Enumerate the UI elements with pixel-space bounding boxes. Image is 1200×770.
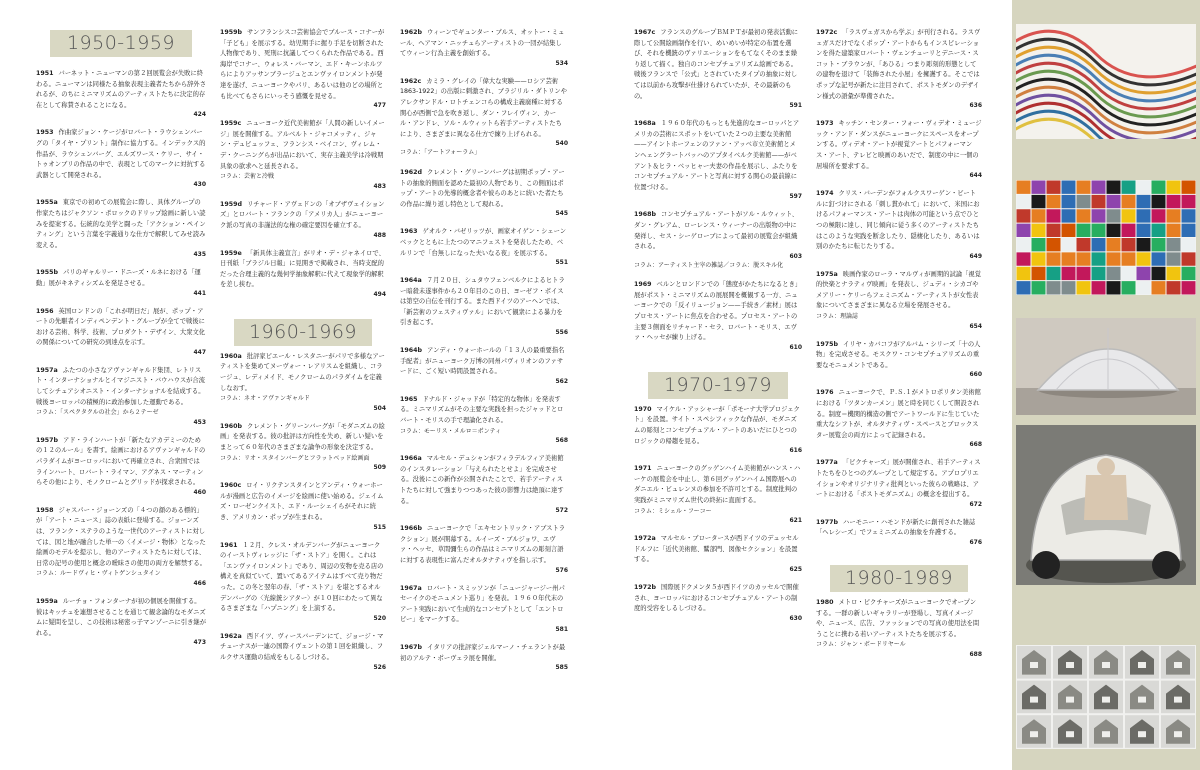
decade-header-1950: 1950-1959 [50, 30, 192, 57]
entry-1959e: 1959e 「新具体主義宣言」がリオ・デ・ジャネイロで、日刊紙「ブラジル日報」に見開きで掲載され、当時支配的だった合理主義的な幾何学抽象解釈に代えて現象学的解釈を差し挟む。 494 [220, 249, 386, 298]
entry-1964b: 1964b アンディ・ウォーホールの「１３人の最重要指名手配者」がニューヨーク万博の同州パヴィリオンのファサードに、ごく短い時間設置される。 562 [400, 347, 568, 385]
entry-1969: 1969 ベルンとロンドンでの「態度がかたちになるとき」展がポスト・ミニマリズムの展展開を概観する一方、ニューヨークでの「反イリュージョン——手続き／素材」展はプロセス・アートに焦点を合わせる。プロセス・アートの主要３側面をリチャード・セラ、ロバート・モリス、エヴァ・ヘッセが練り上げる。 610 [634, 281, 802, 351]
entry-1959d: 1959d リチャード・アヴェドンの「オブザヴェイションズ」とロバート・フランクの「アメリカ人」がニューヨーク派の写真の非謹法的な権の確定要因を確立する。 488 [220, 200, 386, 239]
entry-1963: 1963 ゲオルク・バゼリッツが、画家オイゲン・シェーンベックとともに上たつのマニフェストを発表したため、ベルリンで「台無しになった夫いなる夜」を展示する。 551 [400, 228, 568, 267]
entry-1961: 1961 １２月、クレス・オルデンバーグがニューヨークのイーストヴィレッジに「ザ・ストア」を開く。これは「エンヴァイロンメント」であり、周辺の安物を売る店の構えを真似ていて、置いてあるアイテムはすべて売り物だった。この冬と翌年の春、「ザ・ストア」を堪とするオルデンバーグの〈光線銃シアター〉が１０回にわたって異なるさまざまな「ハプニング」を上演する。 520 [220, 541, 386, 622]
entry-1980: 1980 メトロ・ピクチャーズがニューヨークでオープンする。一群の新しいギャラリーが登場し、写真イメージや、ニュース、広告、ファッションでの写真の使用法を問うことに携わる若いアーティストたちを展示する。 コラム：ジャン・ボードリヤール 688 [816, 598, 982, 658]
entry-1960a: 1960a 批評家ピエール・レスタニーがパリで多様なアーティストを集めてヌーヴォー・レアリスムを組織し、コラージュ、レディメイド、モノクロームのパラダイムを定義しなおす。 コラム：ネオ・アヴァンギャルド 504 [220, 352, 386, 412]
performance-car-photo [1016, 425, 1196, 585]
entry-1972c: 1972c 「ラスヴェガスから学ぶ」が刊行される。ラスヴェガスだけでなくポップ・アートからもインスピレーションを得た建築家ロバート・ヴェンチューリとデニース・スコット・ブラウンが、「あひる」つまり彫刻的形態としての建物を退けて「装飾された小屋」を擁護する。そこではポップな記号が新たに注目されて、ポストモダンのデザイン様式の語彙が準備された。 636 [816, 29, 982, 110]
house-photo-grid [1016, 645, 1196, 749]
dome-installation-photo [1016, 318, 1196, 415]
entry-1965: 1965 ドナルド・ジャッドが「特定的な物体」を発表する。ミニマリズムがその主要な実践を担ったジャッドとロバート・モリスの手で理論化される。 コラム：モーリス・メルロ＝ポンティ 568 [400, 395, 568, 445]
column-2 [220, 0, 386, 681]
entry-1975a: 1975a 映画作家のローラ・マルヴィが画期的試論「視覚的快楽とナラティヴ映画」を発表し、ジュディ・シカゴやメアリー・ケリーらフェミニズム・アーティストが女性表象についてさまざまに異なる立場を発展させる。 コラム：理論誌 654 [816, 270, 982, 330]
entry-1972a: 1972a マルセル・ブロータースが西ドイツのデュッセルドルフに「近代美術館、鷲部門、図像セクション」を設置する。 625 [634, 535, 802, 573]
entry-1962c: 1962c カミラ・グレイの「偉大な実験——ロシア芸術 1863-1922」の出版に刺激され、ブラジリル・ダトリンやアレクサンドル・ロトチェンコらの構成主義廣種に対する関心が西側で急を吹き返し、ダン・フレイヴィン、カール・アンドレ、ソル・ルウィットら若手アーティストたちにより、さまざまに異なる仕方で練り上げられる。 540 コラム：「アートフォーラム」 [400, 77, 568, 157]
entry-1960c: 1960c ロイ・リクテンスタインとアンディ・ウォーホールが漫画と広告のイメージを絵画に使い始める。ジェイムズ・ローゼンクイスト、エド・ルーシェイらがそれに続き、アメリカン・ポップが生まれる。 515 [220, 482, 386, 531]
entry-1977b: 1977b ハーモニー・ハモンドが新たに創刊された雑誌「ヘレシーズ」でフェミニズムの抽象を弁護する。 676 [816, 518, 982, 546]
entry-1960b: 1960b クレメント・グリーンバーグが「モダニズムの絵画」を発表する。彼の批評は方向性を失め、新しい疑いをまとって６０年代のさまざまな論争の形象を決定する。 コラム：リオ・スタインバーグとフラットベッド絵画面 509 [220, 422, 386, 472]
decade-header-1970: 1970-1979 [648, 372, 788, 399]
entry-1973: 1973 キッチン・センター・フォー・ヴィデオ・ミュージック・アンド・ダンスがニューヨークにスペースをオープンする。ヴィデオ・アートが視覚アートとパフォーマンス・アート、テレビと映画のあいだで、制度の中に一個の居場所を要求する。 644 [816, 120, 982, 180]
entry-1977a: 1977a 「ピクチャーズ」展が開催され、若手アーティストたちをひとつのグループとして規定する。アプロプリエイションやオリジナリティ批判といった彼らの戦略は、アートにおける「ポストモダニズム」の概念を提出する。 672 [816, 459, 982, 508]
column-1 [36, 0, 206, 656]
entry-1967c: 1967c フランスのグループＢＭＰＴが最初の発表活動に際して公開絵画制作を行い、めいめいが特定の布置を選び、それを機銃のヴァリエーションをもてなくそのまま繰り返して描く。独自のコンセプチュアリズム絵画である。戦後フランスで「公式」とされていたタイプの抽象に対しては以前から攻撃が仕掛けられていたが、その最新のもの。 591 [634, 29, 802, 110]
entry-1962a: 1962a 西ドイツ、ヴィースバーデンにて、ジョージ・マチューナスが一連の国際イヴェントの第１回を組織し、フルクサス運動の結成をもしるしづける。 526 [220, 632, 386, 671]
entry-1959c: 1959c ニューヨーク近代美術館が「人間の新しいイメージ」展を開催する。アルベルト・ジャコメッティ、ジャン・デュビュッフェ、フランシス・ベイコン、ヴィレム・デ・クーニングらが出品において、実存主義美学は冷戦期具象の欲求へと延長される。 コラム：芸術と冷戦 483 [220, 120, 386, 190]
entry-1972b: 1972b 国際展ドクメンタ５が西ドイツのカッセルで開催され、ヨーロッパにおけるコンセプチュアル・アートの制度的受容をしるしづける。 630 [634, 583, 802, 622]
entry-1955a: 1955a 東京での初めての展覧会に際し、具体グループの作家たちはジャクソン・ポロックのドリップ絵画に新しい読みを提案する。伝統的な美学と闘った「アクション・ペインティング」という言葉を字義通りな仕方で解釈してみせ読み変える。 435 [36, 199, 206, 259]
entry-1968a: 1968a １９６０年代のもっとも先進的なヨーロッパとアメリカの芸術にスポットをいていた２つの主要な美術館——アイントホーフェンのファン・アッベ市立美術館とメンヘェングラートバッハのアプタイベルク美術館——がベアント＆ヒラ・ベッヒャー夫妻の作品を展示し、ふたりをコンセプチュアル・アートと写真に対する関心の最前線に位置づける。 597 [634, 120, 802, 201]
column-3 [400, 0, 568, 681]
entry-1966b: 1966b ニューヨークで「エキセントリック・アブストラクション」展が開幕する。ルイーズ・ブルジョワ、エヴァ・ヘッセ、草間彌生らの作品はミニマリズムの彫刻言語に対する表現性に富んだオルタナティヴを指し示す。 576 [400, 525, 568, 574]
entry-1959b: 1959b サンフランシスコ芸術協会でブルース・コナーが「子ども」を展示する。幼児期手に握り手足を切断された人物像であり、死刑に抗議してつくられた作品である。西海岸でコナー、ウォレス・バーマン、エド・キーンホルツらによりアッサンブラージュとエンヴァイロンメントが発達を遂げ、ニューヨークやパリ、あるいは他のどの場所とも比べてもさらにいっそう感慨を見せる。 477 [220, 29, 386, 110]
entry-1971: 1971 ニューヨークのグッゲンハイム美術館がハンス・ハーケの展覧会を中止し、第６回グッゲンハイム国際展へのダニエル・ビュレンヌの参加を不許可とする。制度批判の実践がミニマリズム世代の終拓に直面する。 コラム：ミシェル・フーコー 621 [634, 465, 802, 525]
entry-1964a: 1964a ７月２０日、シュタウフェンベルクによるヒトラー暗殺未遂事件から２０年目のこの日、ヨーゼフ・ボイスは第空の自伝を刊行する。また西ドイツのアーヘンでは、「新芸術のフェスティヴァル」において観衆による暴力を引き起こす。 556 [400, 277, 568, 337]
entry-1974: 1974 クリス・バーデンがフォルクスワーゲン・ビートルに釘づけにされる「刺し貫かれて」において、米国におけるパフォーマンス・アートは肉体の可能という点でひとつの極限に達し、同じ傾向に従う多くのアーティストたちはこのような実践を断念したり、隠棲化したり、あるいは別のかたちに転じたりする。 649 [816, 190, 982, 260]
column-5 [816, 0, 982, 668]
entry-1962d: 1962d クレメント・グリーンバーグは初期ポップ・アートの抽象的側面を認めた最初の人物であり、この側面はポップ・アートの先導的概念者や彼らのあとに続いた者たちの作品に繰り返し特色として現れる。 545 [400, 168, 568, 218]
entry-1975b: 1975b イリヤ・カバコフがアルバム・シリーズ「十の人物」を完成させる。モスクワ・コンセプチュアリズムの重要なモニュメントである。 660 [816, 340, 982, 379]
entry-1976: 1976 ニューヨークで、Ｐ.Ｓ.１がメトロポリタン美術館における「ツタンカーメン」展と時を同じくして開設される。制度＝機関的構造の側でアートワールドに生じていた重大なシフトが、オルタナティヴ・スペースとブロックスター展覧会の両方によって記録される。 668 [816, 389, 982, 449]
entry-1968b: 1968b コンセプチュアル・アートがソル・ルウィット、ダン・グレアム、ローレンス・ウィーナーの出版物の中に発祥し、セス・シーゲローブによって最初の展覧会が組織される。 603 コラム：アーティスト主宰の雑誌／コラム：脱スキル化 [634, 211, 802, 269]
entry-1967a: 1967a ロバート・スミッソンが「ニュージャージー州パセーイクのモニュメント巡り」を発表。１９６０年代末のアート実践において生成的なコンセプトとして「エントロピー」をマークする。 581 [400, 584, 568, 633]
column-4 [634, 0, 802, 632]
entry-1955b: 1955b パリのギャルリー・ドニーズ・ルネにおける「運動」展がキネティシズムを発足させる。 441 [36, 269, 206, 297]
entry-1953: 1953 作曲家ジョン・ケージがロバート・ラウシェンバーグの「タイヤ・プリント」制作に協力する。インデックス的作品が、ラウシェンバーグ、エルズワース・ケリー、サイ・トゥオンブリの作品の中で、表現としてのマークに対抗する武器として開発される。 430 [36, 129, 206, 189]
entry-1957b: 1957b アド・ラインハートが「新たなアカデミーのための１２のルール」を書す。絵画におけるアヴァンギャルドのパラダイムがヨーロッパにおいて再確立され、合衆国ではラインハート、ロバート・ライマン、アグネス・マーティンらその他により、モノクロームとグリッドが探求される。 460 [36, 436, 206, 496]
decade-header-1980: 1980-1989 [830, 565, 968, 592]
wavy-line-painting [1016, 24, 1196, 139]
entry-1958: 1958 ジャスパー・ジョーンズの「４つの顔のある標的」が「アート・ニュース」誌の表紙に登場する。ジョーンズは、フランク・ステラのような一世代のアーティストに対しては、図と地が融合した単一の〈イメージ・物体〉となった絵画のモデルを提示し、他のアーティストたちに対しては、日常の記号の使用と概念の曖昧さの使用の両方を解禁する。 コラム：ルードヴィヒ・ヴィトゲンシュタイン 466 [36, 506, 207, 587]
entry-1966a: 1966a マルセル・デュシャンがフィラデルフィア美術館のインスタレーション「与えられたとせよ」を完成させる。没後にこの新作が公開されたことで、若手アーティストたちに対して強まりつつあった彼の影響力は絶頂に達する。 572 [400, 455, 568, 515]
entry-1970: 1970 マイケル・アッシャーが「ポモーナ大学プロジェクト」を設置。サイト・スペシフィックな作品が、モダニズムの彫刻とコンセプチュアル・アートのあいだにひとつのロジックの帰趨を見る。 616 [634, 405, 802, 455]
entry-1951: 1951 バーネット・ニューマンの第２回展覧会が失敗に終わる。ニューマンは同様たる抽象表現主義者たちから辞外されるが、のちにミニマリズムのアーティストたちに決定的存在として称賛されることになる。 424 [36, 70, 207, 119]
entry-1957a: 1957a ふたつの小さなアヴァンギャルド集団、レトリスト・インターナショナルとイマジニスト・バウハウスが合流してシチュアシオニスト・インターナショナルを結成する。戦後ヨーロッパの積極的に政治参加した運動である。 コラム：「スペクタクルの社会」から２テーゼ 453 [36, 366, 206, 426]
entry-1962b: 1962b ウィーンでギュンター・ブルス、オットー・ミュール、ヘアマン・ニッチュらアーティストの一団が結集してウィーン行為主義を創始する。 534 [400, 29, 568, 67]
decade-header-1960: 1960-1969 [234, 319, 372, 346]
color-grid-painting [1016, 180, 1196, 295]
entry-1959a: 1959a ルーチョ・フォンターナが初の個展を開催する。彼はキッチュを連想させることを通じて観念論的なモダニズムに疑問を呈し、この技術は秘密っ子マンゾーニに引き継がれる。 473 [36, 597, 207, 647]
entry-1956: 1956 英国ロンドンの「これが明日だ」展が、ポップ・アートの先駆者インディペンデント・グループが全てで戦後における芸術、科学、技術、プロダクト・デザイン、大衆文化の関係についての研究の到達点を示す。 447 [36, 307, 206, 356]
entry-1967b: 1967b イタリアの批評家ジェルマーノ・チェラントが最初のアルテ・ポーヴェラ展を開催。 585 [400, 643, 568, 672]
